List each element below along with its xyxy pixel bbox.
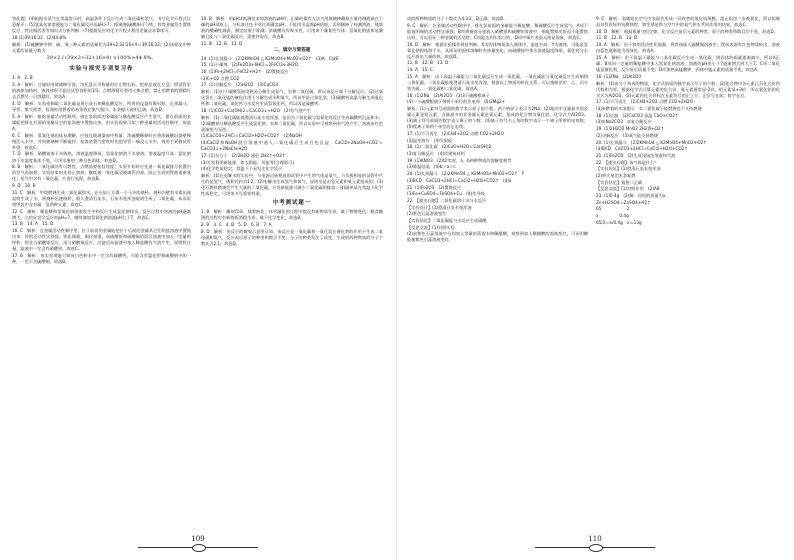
paragraph: 12. C 解析：稀盐酸和氢氧化钠溶液发生中和反应生成氯化钠和水，反应过程中溶液的pH逐渐增大，当恰好完全反应时pH=7，继续滴加氢氧化钠溶液pH大于7，故选C。 (12, 208, 191, 220)
answer-line: 65 2 (596, 206, 630, 212)
answer-line: 【反思交流】(1)对照作用 (2)AB (596, 186, 660, 192)
paragraph: 8. B 解析：一氧化碳具有可燃性，点燃前要检验纯度；实验开始时应先通一氧化碳排尽装置内的空气再加热，实验结束时先停止加热，继续通一氧化碳至玻璃管冷却，防止生成的铁被重新氧化；尾气中含有一氧化碳，应进行处理，故选B。 (12, 164, 191, 182)
answer-line: 22. 【提出问题】该气体是什么？ (596, 159, 659, 165)
answer-line: 16. (1)2Na (2)Al2O3 (3)3个硫酸根离子 (407, 92, 490, 98)
subsection-title: 二、填空与简答题 (273, 48, 311, 54)
paragraph: 8. D 解析：由反应的微观示意图可知，该反应是一氧化碳和一氧化氮在催化剂的作用下生成二氧化碳和氮气，反应前后原子的种类和数目不变，分子的种类发生了改变，生成的两种物质的分子个数比为2∶1，故选D。 (201, 228, 383, 246)
answer-line: (3)BCD CaCO3+2HCl＝CaCl2+H2O+CO2↑ (4)a (407, 177, 512, 183)
answer-line: (2)紫色石蕊溶液变红 (407, 211, 447, 217)
answer-line: 17. (1)分解反应 (2)H2O2 (3)CaCO3 (201, 82, 279, 88)
answer-line: 【实验结论】二氧化碳能与水反应生成碳酸 (407, 217, 487, 223)
answer-line: 17. (1)不可再生 (2)CH4+2O2 点燃 CO2+2H2O (596, 99, 693, 105)
answer-line: (3)BCD CaCO3+2HCl＝CaCl2+H2O+CO2↑ (596, 146, 688, 152)
answer-line: 20. (1)长颈漏斗 (2)2KMnO4 △ K2MnO4+MnO2+O2↑ F (407, 171, 525, 177)
answer-line: (3)开发利用新能源，如太阳能、风能等(合理即可) (201, 159, 294, 165)
answer-line: 18. (1)过滤 (2)CaCO3 高温 CaO+CO2↑ (596, 112, 679, 118)
footer-ornament (535, 544, 655, 550)
answer-line: (4)化学性质稳定，常温下不易发生化学反应 (201, 166, 283, 172)
paragraph: (2)向紫色石蕊溶液中分别加入等量的蒸馏水和稀醋酸，观察到加入稀醋酸的溶液变红，可证明酸能使紫色石蕊溶液变红。 (407, 231, 588, 243)
answer-line: 11. B 12. B 13. D (201, 40, 243, 46)
paragraph: 11. C 解析：甲烷燃烧生成二氧化碳和水，在火焰上方罩一个干冷的烧杯，烧杯内壁有水雾出现说明生成了水，将烧杯迅速倒转，倒入澄清石灰水，石灰水变浑浊说明生成了二氧化碳，从而证明甲烷中含有碳、氢两种元素，故选C。 (12, 189, 191, 207)
answer-line: 2. B 3. C 4. B 5. D 6. B 7. A (201, 222, 272, 228)
answer-line: (4)CaCl2和NaOH混合溶液中通入二氧化碳后生成白色沉淀 CaCl2+2NaOH+CO2＝CaCO3↓+2NaCl+H2O (201, 140, 383, 152)
paragraph: 15. A 解析：由于高温下碳能与二氧化碳反应生成一氧化碳，一氧化碳能与氧化铜反应生成铜和二氧化碳，二氧化碳能使澄清石灰水变浑浊，根据以上物质的转化关系，可以推断出甲、乙、丙分别为碳、一氧化碳和二氧化碳，故选A。 (407, 73, 588, 91)
answer-line: 17. (1)水分子 (2)2H2O 通电 2H2↑+O2↑ (201, 152, 286, 158)
answer-line: 65/2＝x/0.4g x＝13g (596, 219, 642, 225)
paragraph: 7. D 解析：硝酸铵溶于水吸热，溶液温度降低；氢氧化钠溶于水放热，溶液温度升高；氯化钠溶于水温度基本不变，可用水鉴别三种白色固体，故选D。 (12, 151, 191, 163)
answer-line: (3)Fe+CuSO4＝FeSO4+Cu (4)作导线 (407, 191, 485, 197)
answer-line: (2)分解反应 (3)氧气能支持燃烧 (596, 132, 659, 138)
answer-line: (4)一个硫酸根离子带两个单位的负电荷 (5)3Mg2+ (407, 99, 506, 105)
answer-line: 21. (1)Fe2O3 (2)置换反应 (407, 184, 462, 190)
answer-line: (3)温室效应 (4)太阳能 (407, 137, 453, 143)
formula-fraction: 39×2 / (39×2+32+16×4) ×100%≈44.8%。 (46, 55, 157, 62)
paragraph: 解析：(1)在电解水的实验中，与电源正极相连的试管中产生的气体是氧气，与负极相连的试管中产生的是氢气，体积比约为1∶2；(2)电解水生成氢气和氧气，说明水是由氢元素和氧元素组成的；(3)化石燃料燃烧会产生大量的二氧化碳，开发新能源可减少二氧化碳的排放；(4)碳单质在常温下化学性质稳定，可用来书写重要档案。 (201, 172, 383, 197)
paragraph: 解析：(1)二氧化碳能使澄清石灰水变浑浊，是因为二氧化碳与氢氧化钙反应生成碳酸钙沉淀和水；(2)碳酸钠与稀盐酸反应生成氯化钠、水和二氧化碳，所以实验中可观察到有气泡产生，溶液由红色逐渐变为无色。 (201, 114, 383, 132)
answer-line: 14. (1)长颈漏斗 (2)2KMnO4 △ K2MnO4+MnO2+O2↑ (3)A C或E (201, 55, 339, 61)
answer-line: 21. (1)Fe2O3 (2)生成浅绿色溶液和气泡 (596, 152, 676, 158)
answer-line: (2)带火星的木条复燃 (596, 172, 636, 178)
answer-line: 14. A 15. C (407, 67, 433, 73)
answer-line: (3)①燃着的木条熄灭 ②二氧化碳不能燃烧也不支持燃烧 (596, 106, 702, 112)
paragraph: 6. C 解析：氢氧化钠固体易潮解，应放在玻璃器皿中称量；浓硫酸稀释时应将浓硫酸沿器壁慢慢注入水中，并用玻璃棒不断搅拌；检查装置气密性时先把导管一端浸入水中，再用手紧握试管外壁，故选C。 (12, 132, 191, 150)
answer-line: 【反思交流】(1)对照实验 (407, 224, 455, 230)
paragraph: 15. A 解析：由于高温下碳能与二氧化碳反应生成一氧化碳，则固体的质量逐渐减少，所以A正确；B项向一定量的稀盐酸中加入氢氧化钠溶液，溶液的pH由小于7逐渐增大到大于7；C项二氧化锰是催化剂，反应前后质量不变；D项加热高锰酸钾，固体中锰元素的质量不变，故选A。 (596, 54, 780, 73)
paragraph: 16. C 解析：在金属活动性顺序里，位于前面的金属能把位于后面的金属从它们的盐溶液中置换出来；锌的活动性比铁强，铁比铜强，铜比银强，向硝酸银和硝酸铜的混合溶液中加入一定量的锌粉，锌先与硝酸银反应，再与硝酸铜反应，过滤后向滤渣中加入稀盐酸有气泡产生，说明锌过量，滤液中一定含有硝酸锌，故选C。 (12, 228, 191, 252)
answer-line: 23. (1)0.4g (2)解：设锌的质量为x。 (596, 193, 670, 198)
paragraph: 10. D 解析：根据质量守恒定律，化学反应前后元素的种类、原子的种类和数目均不变，故选D。 (596, 28, 778, 34)
answer-line: 18. (1)二氧化碳 (2)CaO+H2O＝Ca(OH)2 (407, 144, 492, 150)
answer-line: 11. B 12. B 13. D (407, 60, 449, 66)
answer-line: (3)降温结晶 (4)b＞a＞c (407, 164, 456, 170)
paragraph: 解析：(1)硫酸钾中钾、硫、氧三种元素的质量比为39×2∶32∶16×4＝39∶16∶32；(2)该样品中钾元素的质量分数为 (12, 41, 191, 53)
answer-line: (1)CaCO3+2HCl＝CaCl2+H2O+CO2↑ (2)NaOH (201, 133, 302, 139)
paragraph: 解析：(1)由分子构成的物质，化学式前面的数字表示分子的个数；(2)化合物中各元素正负化合价的代数和为零，根据化学式计算元素的化合价，氧元素通常显-2价，铝元素显+3价，所以氧化铝的化学式为Al2O3；(3)元素的化合价标在元素符号的正上方，正负号在前，数字在后。 (596, 80, 780, 98)
paragraph: 10. B 解析：用pH试纸测定未知溶液的pH时，正确的操作方法为用玻璃棒蘸取少量待测液滴在干燥的pH试纸上，与标准比色卡对比来确定pH；不能用水湿润pH试纸，否则稀释了待测溶液，使溶液的酸碱性减弱，测定结果不准确；浓硫酸具有吸水性，可用来干燥某些气体；氢氧化钠固体易潮解且能与二氧化碳反应，需密封保存，故选B。 (201, 16, 383, 40)
paragraph: 成的两种物质的分子个数比为4∶3∶2，D正确，故选D。 (407, 16, 508, 21)
footer-ornament (138, 544, 258, 550)
page-number: 110 (588, 535, 602, 543)
right-page (397, 0, 794, 560)
answer-line: 18. (1)CO2+Ca(OH)2＝CaCO3↓+H2O (2)有气泡产生 (201, 107, 311, 113)
answer-line: 18.(1)39∶16∶32 (2)44.8% (12, 34, 67, 40)
answer-line: 22. 【提出问题】二氧化碳溶于水与水反应 (407, 197, 487, 203)
answer-line: 16. (1)Fe+2HCl＝FeCl2+H2↑ (2)置换反应 (201, 68, 289, 74)
left-column-1 (12, 16, 191, 528)
answer-line: x 0.4g (596, 213, 629, 219)
page-footer (535, 535, 655, 550)
answer-line: 1. A 2. B (12, 75, 33, 81)
paragraph: 14. A 解析：由于铁的活动性比铜强，将铁丝插入硫酸铜溶液中，铁丝表面有红色物质析出，溶液由蓝色逐渐变为浅绿色，故选A。 (596, 42, 780, 54)
answer-line: (3)复分解反应 (4)作建筑材料 (407, 151, 465, 157)
paragraph: 4. D 解析：实验室制取二氧化碳是用石灰石和稀盐酸反应，所用的仪器有锥形瓶、长颈漏斗、导管、集气瓶等，验满时用燃着的木条放在集气瓶口，木条熄灭说明已满，故选D。 (12, 100, 191, 112)
answer-line: 17. (1)不可再生 (2)CH4+2O2 点燃 CO2+2H2O (407, 131, 504, 137)
paragraph: 3. A 解析：过滤时用玻璃棒引流；用托盘天平称量时应左物右码，把样品放在左盘；给试管里的液体加热时，液体体积不超过试管容积的1/3；点燃酒精灯要用火柴点燃，禁止用燃着的酒精灯去点燃另一只酒精灯，故选A。 (12, 82, 191, 100)
answer-line: Zn+H2SO4＝ZnSO4+H2↑ (596, 199, 651, 205)
answer-line: 16. (1)2Na (2)Al2O3 (596, 73, 642, 79)
right-column-2 (596, 16, 780, 528)
paragraph: 解析：(1)由于碳酸氢铵受热易分解生成氨气、水和二氧化碳，所以该反应属于分解反应；(2)过氧化氢在二氧化锰的催化作用下分解生成水和氧气，所以甲是过氧化氢；(3)碳酸钙高温分解生成氧化钙和二氧化碳，氧化钙与水反应生成氢氧化钙，所以丙是碳酸钙。 (201, 89, 383, 107)
right-column-1 (407, 16, 588, 528)
answer-line: 【实验验证】(1)澄清石灰水变浑浊 (596, 166, 661, 172)
answer-line: (3)C+O2 点燃 CO2 (201, 75, 240, 81)
answer-line: 19. (1)KNO3 (2)t2℃时，a、b两种物质的溶解度相等 (407, 157, 512, 163)
section-title: 中考测试题一 (272, 200, 312, 207)
answer-line: 20. (1)长颈漏斗 (2)2KMnO4 △ K2MnO4+MnO2+O2↑ (596, 139, 707, 145)
answer-line: 【实验结论】猜想二正确 (596, 179, 643, 185)
answer-line: 15. (1)干燥剂 (2)Fe2O3+6HCl＝2FeCl3+3H2O (201, 62, 299, 68)
section-title: 实验与探究专项复习卷 (69, 66, 134, 73)
answer-line: 19. (1)2H2O2 MnO2 2H2O+O2↑ (596, 126, 664, 132)
paragraph: 5. A 解析：根据金属活动性顺序，排在氢前面的金属能与稀盐酸反应产生氢气，排在前面的金属能把排在后面的金属从它的盐溶液中置换出来，由实验现象可知三种金属的活动性顺序，故选A。 (12, 113, 191, 131)
paragraph: 解析：(1)元素符号前面的数字表示原子的个数，两个钠原子表示为2Na；(2)地壳中含量最多的金属元素是铝元素，含量最多的非金属元素是氧元素，组成的化合物为氧化铝，化学式为Al2O3；(3)离子符号前面的数字表示离子的个数；(4)离子符号右上角的数字表示一个离子所带的电荷数；(5)镁离子带两个单位的正电荷。 (407, 106, 588, 130)
paragraph: 17. B 解析：由实验现象可知该白色粉末中一定含有碳酸钙，可能含有氯化钡和硫酸钠中的一种，一定不含硫酸铜，故选B。 (12, 253, 191, 265)
answer-line: 【实验设计】(1)澄清石灰水变浑浊 (407, 204, 472, 210)
page-number: 109 (191, 535, 205, 543)
answer-line: (3)①Na2CO3 ②复分解反应 (596, 119, 652, 125)
left-column-2 (201, 16, 383, 528)
answer-line: 9. D 10. B (12, 183, 36, 189)
paragraph: 10. D 解析：根据实验操作规范判断，X为固体物质加入液体中，温度升高，Y为液体，可能是氢氧化钠固体溶于水，从而证明固体溶解时有热量变化；向硝酸铵中加水溶液温度降低，氧化钙与水反应放出大量的热，故选D。 (407, 41, 588, 59)
answer-line: 13. B 14. A 15. D (12, 221, 54, 227)
paragraph: 9. C 解析：金属铝在空气中表面会形成一层致密的氧化铝薄膜，阻止铝进一步被氧化，所以铝制品具有很好的抗腐蚀性；铁生锈是铁与空气中的氧气和水共同作用的结果，故选C。 (596, 16, 780, 28)
paragraph: 1. B 解析：雕刻印章、裁剪窗花、冰雪融化的过程中都没有新物质生成，属于物理变化；粮食酿酒的过程中有新物质酒精生成，属于化学变化，故选B。 (201, 209, 383, 221)
answer-line: 11. B 12. B 13. B (596, 35, 637, 41)
paragraph: 9. C 解析：在金属活动性顺序中，排在氢前面的金属能与稀盐酸、稀硫酸反应生成氢气，A项不能说明铜的活动性比银强；B项将铜丝分别放入硝酸银和硫酸锌溶液中，铜能置换出银而不能置换出锌，可以验证三种金属的活动性；C项能达到实验目的，D项中铜片表面无明显现象，故选C。 (407, 22, 588, 40)
paragraph: 答此题；(4)根据水蒸气在常温常压时，高温条件下反应生成二氧化碳和氢气，书写化学方程式注意配平；(5)氢氧化钠溶液能与二氧化碳反应而pH>7；(6)根据硫酸铜可与铁、锌等金属发生置换反应，铁比铜活泼等知识点分析判断；(7)根据反应的化学方程式利用差量法求算即可。 (12, 16, 191, 34)
page-footer (138, 535, 258, 550)
